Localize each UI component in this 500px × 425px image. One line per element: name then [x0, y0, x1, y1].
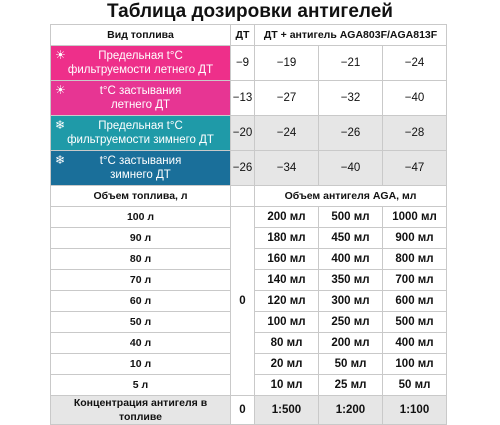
page-title: Таблица дозировки антигелей	[107, 1, 393, 22]
property-label	[51, 81, 231, 116]
property-label-line2: зимнего ДТ	[110, 169, 171, 181]
sun-icon: ☀	[55, 83, 66, 97]
antigel-value: −24	[383, 46, 447, 81]
concentration-value: 1:500	[255, 396, 319, 425]
fuel-volume: 40 л	[51, 333, 231, 354]
antigel-volume: 140 мл	[255, 270, 319, 291]
snowflake-icon: ❄	[55, 118, 66, 132]
antigel-value: −47	[383, 151, 447, 186]
property-label-line2: фильтруемости летнего ДТ	[67, 64, 214, 76]
antigel-volume: 1000 мл	[383, 207, 447, 228]
fuel-volume: 80 л	[51, 249, 231, 270]
property-row	[51, 116, 447, 151]
antigel-value: −34	[255, 151, 319, 186]
fuel-volume: 10 л	[51, 354, 231, 375]
property-label	[51, 151, 231, 186]
dt-value: −13	[231, 81, 255, 116]
antigel-volume: 100 мл	[255, 312, 319, 333]
antigel-volume: 700 мл	[383, 270, 447, 291]
antigel-volume: 50 мл	[319, 354, 383, 375]
antigel-volume: 50 мл	[383, 375, 447, 396]
volume-row	[51, 207, 447, 228]
dt-value: −26	[231, 151, 255, 186]
fuel-volume: 90 л	[51, 228, 231, 249]
antigel-value: −40	[383, 81, 447, 116]
antigel-volume: 200 мл	[255, 207, 319, 228]
antigel-value: −24	[255, 116, 319, 151]
antigel-volume: 25 мл	[319, 375, 383, 396]
dt-zero-value: 0	[231, 207, 255, 396]
property-label-line1: t°С застывания	[99, 85, 182, 97]
antigel-value: −32	[319, 81, 383, 116]
antigel-volume: 120 мл	[255, 291, 319, 312]
antigel-volume: 600 мл	[383, 291, 447, 312]
header-fuel-volume: Объем топлива, л	[51, 186, 231, 207]
header-fuel-type: Вид топлива	[51, 25, 231, 46]
antigel-volume: 450 мл	[319, 228, 383, 249]
antigel-value: −28	[383, 116, 447, 151]
fuel-volume: 70 л	[51, 270, 231, 291]
volume-header-row	[51, 186, 447, 207]
antigel-volume: 900 мл	[383, 228, 447, 249]
antigel-volume: 250 мл	[319, 312, 383, 333]
property-label	[51, 46, 231, 81]
antigel-volume: 200 мл	[319, 333, 383, 354]
antigel-volume: 180 мл	[255, 228, 319, 249]
property-row	[51, 81, 447, 116]
dt-value: −9	[231, 46, 255, 81]
header-dt: ДТ	[231, 25, 255, 46]
property-label-line1: Предельная t°С	[98, 50, 183, 62]
antigel-value: −27	[255, 81, 319, 116]
property-label-line2: фильтруемости зимнего ДТ	[67, 134, 214, 146]
concentration-value: 1:100	[383, 396, 447, 425]
fuel-volume: 5 л	[51, 375, 231, 396]
antigel-volume: 350 мл	[319, 270, 383, 291]
antigel-value: −40	[319, 151, 383, 186]
antigel-volume: 800 мл	[383, 249, 447, 270]
antigel-volume: 20 мл	[255, 354, 319, 375]
concentration-value: 1:200	[319, 396, 383, 425]
sun-icon: ☀	[55, 48, 66, 62]
fuel-volume: 60 л	[51, 291, 231, 312]
property-row	[51, 151, 447, 186]
snowflake-icon: ❄	[55, 153, 66, 167]
fuel-volume: 50 л	[51, 312, 231, 333]
concentration-label: Концентрация антигеля в топливе	[51, 396, 231, 425]
antigel-volume: 10 мл	[255, 375, 319, 396]
property-label-line2: летнего ДТ	[110, 99, 171, 111]
fuel-volume: 100 л	[51, 207, 231, 228]
property-label-line1: t°С застывания	[99, 155, 182, 167]
antigel-volume: 80 мл	[255, 333, 319, 354]
antigel-volume: 500 мл	[319, 207, 383, 228]
header-antigel-volume: Объем антигеля AGA, мл	[255, 186, 447, 207]
header-empty-cell	[231, 186, 255, 207]
table-header-row	[51, 25, 447, 46]
antigel-volume: 160 мл	[255, 249, 319, 270]
header-dt-plus-antigel: ДТ + антигель AGA803F/AGA813F	[255, 25, 447, 46]
antigel-volume: 400 мл	[319, 249, 383, 270]
antigel-value: −21	[319, 46, 383, 81]
antigel-value: −19	[255, 46, 319, 81]
dosage-table-container	[50, 24, 446, 425]
antigel-value: −26	[319, 116, 383, 151]
antigel-volume: 400 мл	[383, 333, 447, 354]
antigel-volume: 500 мл	[383, 312, 447, 333]
dt-value: −20	[231, 116, 255, 151]
property-label	[51, 116, 231, 151]
property-label-line1: Предельная t°С	[98, 120, 183, 132]
property-row	[51, 46, 447, 81]
dosage-table	[50, 24, 447, 425]
antigel-volume: 100 мл	[383, 354, 447, 375]
antigel-volume: 300 мл	[319, 291, 383, 312]
concentration-dt: 0	[231, 396, 255, 425]
